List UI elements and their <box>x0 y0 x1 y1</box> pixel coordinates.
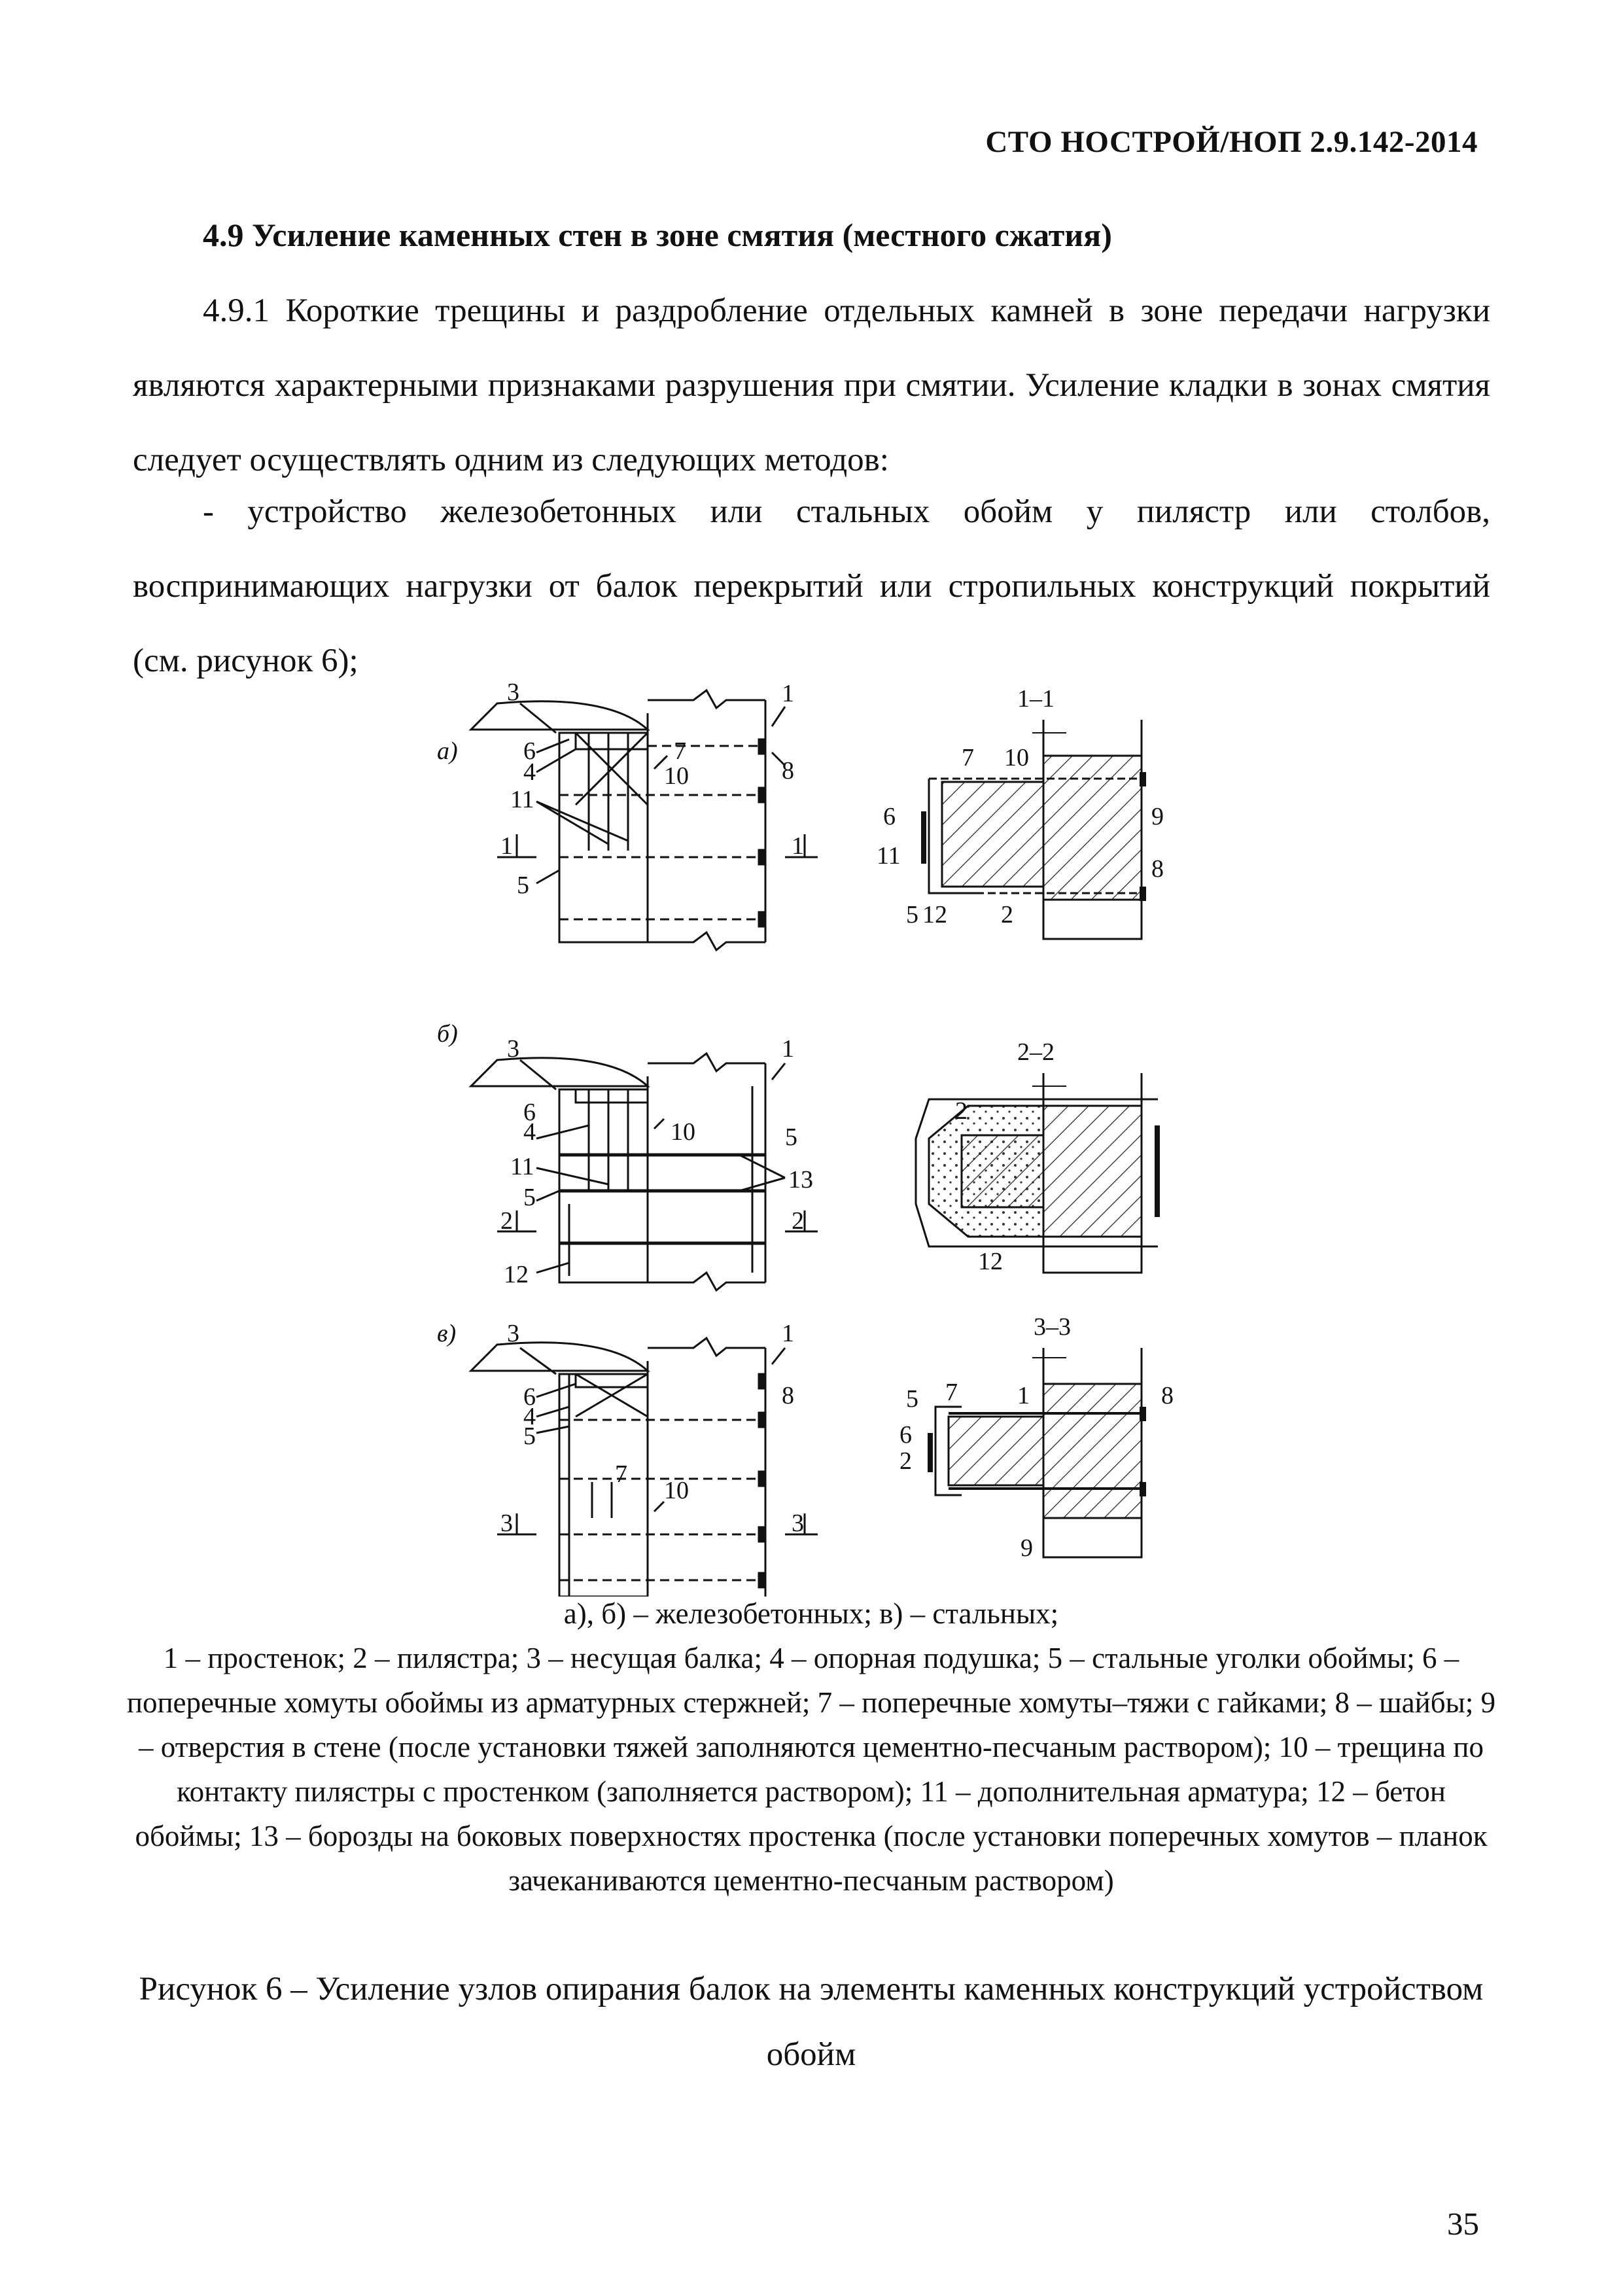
marker-9: 9 <box>1021 1534 1033 1562</box>
marker-5: 5 <box>906 1385 918 1413</box>
marker-11: 11 <box>510 786 534 813</box>
marker-5: 5 <box>523 1184 536 1211</box>
marker-2: 2 <box>899 1447 912 1475</box>
marker-6: 6 <box>523 1383 536 1411</box>
section-1-1 <box>921 720 1146 939</box>
marker-6: 6 <box>523 737 536 765</box>
marker-6: 6 <box>523 1099 536 1126</box>
marker-8: 8 <box>782 757 794 785</box>
marker-13: 13 <box>788 1166 813 1193</box>
marker-1: 1 <box>1017 1382 1030 1409</box>
marker-section-2-right: 2 <box>792 1207 804 1235</box>
section-label-2-2: 2–2 <box>1017 1038 1055 1066</box>
figure-6 <box>0 667 1623 1649</box>
section-label-3-3: 3–3 <box>1034 1313 1071 1341</box>
marker-8: 8 <box>1161 1382 1174 1409</box>
paragraph-text: 4.9.1 Короткие трещины и раздробление отдельных камней в зоне передачи нагрузки являются характерными признаками разрушения при смятии. Усиление кладки в зонах смятия следует осуществлять одним из следующих методов: <box>133 292 1490 478</box>
paragraph-text: - устройство железобетонных или стальных обойм у пилястр или столбов, воспринимающих нагрузки от балок перекрытий или стропильных конструкций покрытий (см. рисунок 6); <box>133 493 1490 679</box>
marker-section-1-right: 1 <box>792 832 804 860</box>
marker-10: 10 <box>664 1477 689 1504</box>
label-a: а) <box>437 737 458 765</box>
marker-8: 8 <box>782 1382 794 1409</box>
label-b: б) <box>437 1020 458 1048</box>
marker-7: 7 <box>615 1460 627 1488</box>
marker-4: 4 <box>523 758 536 786</box>
elevation-v <box>471 1338 818 1597</box>
marker-section-1-left: 1 <box>500 832 513 860</box>
marker-1: 1 <box>782 1035 794 1063</box>
marker-7: 7 <box>674 737 686 765</box>
paragraph-method-list-item <box>133 474 1490 698</box>
marker-5: 5 <box>517 872 529 899</box>
figure-6-drawing <box>0 667 1623 1597</box>
section-title: 4.9 Усиление каменных стен в зоне смятия (местного сжатия) <box>203 217 1112 253</box>
label-v: в) <box>437 1320 457 1347</box>
page-number: 35 <box>1447 2206 1479 2242</box>
marker-3: 3 <box>507 679 519 706</box>
elevation-a <box>471 690 818 950</box>
marker-12: 12 <box>978 1248 1003 1275</box>
marker-5: 5 <box>523 1422 536 1450</box>
marker-1: 1 <box>782 1320 794 1347</box>
marker-10: 10 <box>671 1118 695 1146</box>
marker-4: 4 <box>523 1403 536 1430</box>
marker-7: 7 <box>945 1379 958 1406</box>
document-code-header: СТО НОСТРОЙ/НОП 2.9.142-2014 <box>985 125 1478 159</box>
marker-section-3-left: 3 <box>500 1510 513 1537</box>
marker-5: 5 <box>785 1123 797 1151</box>
marker-2: 2 <box>955 1097 968 1125</box>
section-2-2 <box>916 1073 1160 1273</box>
marker-7: 7 <box>962 744 974 771</box>
marker-11: 11 <box>510 1153 534 1180</box>
marker-6: 6 <box>883 803 896 830</box>
marker-6: 6 <box>899 1421 912 1449</box>
marker-4: 4 <box>523 1118 536 1146</box>
paragraph-4-9-1 <box>133 274 1490 497</box>
marker-5: 5 <box>906 901 918 928</box>
marker-11: 11 <box>877 842 901 870</box>
marker-8: 8 <box>1151 855 1164 883</box>
marker-10: 10 <box>664 762 689 790</box>
marker-12: 12 <box>504 1261 529 1288</box>
figure-legend: 1 – простенок; 2 – пилястра; 3 – несущая балка; 4 – опорная подушка; 5 – стальные уголки обоймы; 6 – поперечные хомуты обоймы из арматурных стержней; 7 – поперечные хомуты–тяжи с гайками; 8 – шайбы; 9 – отверстия в стене (после установки тяжей заполняются цементно-песчаным раствором); 10 – трещина по контакту пилястры с простенком (заполняется раствором); 11 – дополнительная арматура; 12 – бетон обоймы; 13 – борозды на боковых поверхностях простенка (после установки поперечных хомутов – планок зачеканиваются цементно-песчаным раствором) <box>126 1642 1496 1897</box>
marker-section-2-left: 2 <box>500 1207 513 1235</box>
marker-1: 1 <box>782 680 794 707</box>
marker-12: 12 <box>922 901 947 928</box>
marker-3: 3 <box>507 1320 519 1347</box>
marker-section-3-right: 3 <box>792 1510 804 1537</box>
marker-9: 9 <box>1151 803 1164 830</box>
figure-title: Рисунок 6 – Усиление узлов опирания балок на элементы каменных конструкций устройством обойм <box>139 1971 1484 2073</box>
section-3-3 <box>928 1348 1146 1557</box>
marker-3: 3 <box>507 1035 519 1063</box>
marker-2: 2 <box>1001 901 1013 928</box>
marker-10: 10 <box>1004 744 1029 771</box>
section-label-1-1: 1–1 <box>1017 685 1055 713</box>
figure-caption-types: а), б) – железобетонных; в) – стальных; <box>563 1597 1059 1630</box>
